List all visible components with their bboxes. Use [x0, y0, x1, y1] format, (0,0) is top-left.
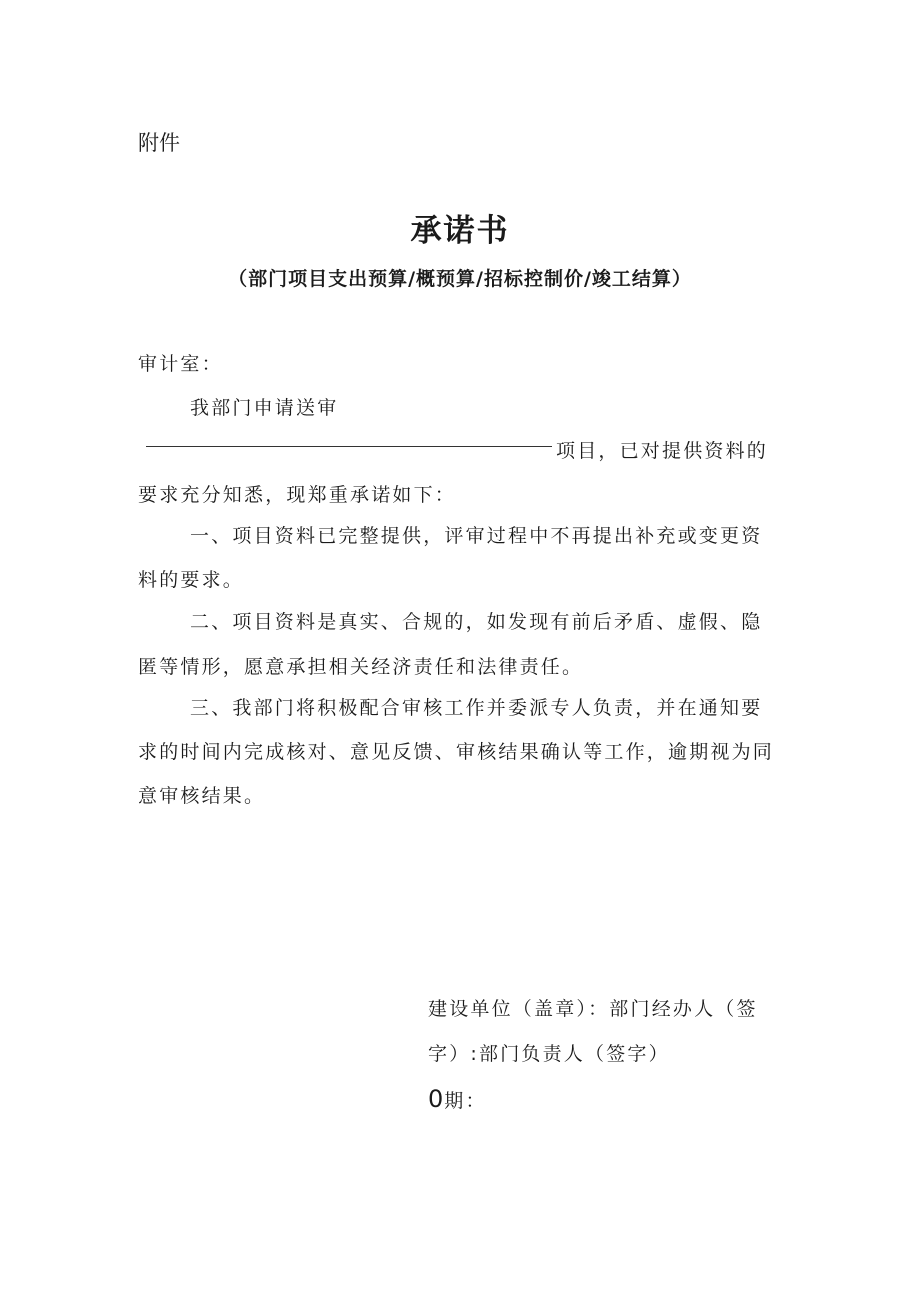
commitment-3-cont: 求的时间内完成核对、意见反馈、审核结果确认等工作，逾期视为同 [138, 741, 775, 763]
body-line: 要求充分知悉，现郑重承诺如下： [138, 484, 457, 506]
project-name-blank[interactable] [146, 446, 552, 447]
date-prefix: 0 [428, 1085, 445, 1113]
attachment-label: 附件 [138, 131, 180, 155]
intro-line: 我部门申请送审 [190, 397, 339, 419]
signature-line-1: 建设单位（盖章）：部门经办人（签 [428, 998, 758, 1020]
date-line [428, 1085, 487, 1113]
commitment-2: 二、项目资料是真实、合规的，如发现有前后矛盾、虚假、隐 [190, 611, 763, 633]
document-title: 承诺书 [410, 213, 510, 249]
document-subtitle: （部门项目支出预算/概预算/招标控制价/竣工结算） [228, 268, 692, 290]
commitment-2-cont: 匿等情形，愿意承担相关经济责任和法律责任。 [138, 656, 584, 678]
addressee: 审计室： [138, 353, 223, 375]
commitment-3: 三、我部门将积极配合审核工作并委派专人负责，并在通知要 [190, 697, 763, 719]
commitment-1-cont: 料的要求。 [138, 569, 245, 591]
date-suffix: 期： [444, 1090, 487, 1112]
signature-line-2: 字）:部门负责人（签字） [428, 1043, 670, 1065]
commitment-1: 一、项目资料已完整提供，评审过程中不再提出补充或变更资 [190, 525, 763, 547]
project-line-text: 项目，已对提供资料的 [556, 440, 769, 462]
commitment-3-end: 意审核结果。 [138, 785, 266, 807]
